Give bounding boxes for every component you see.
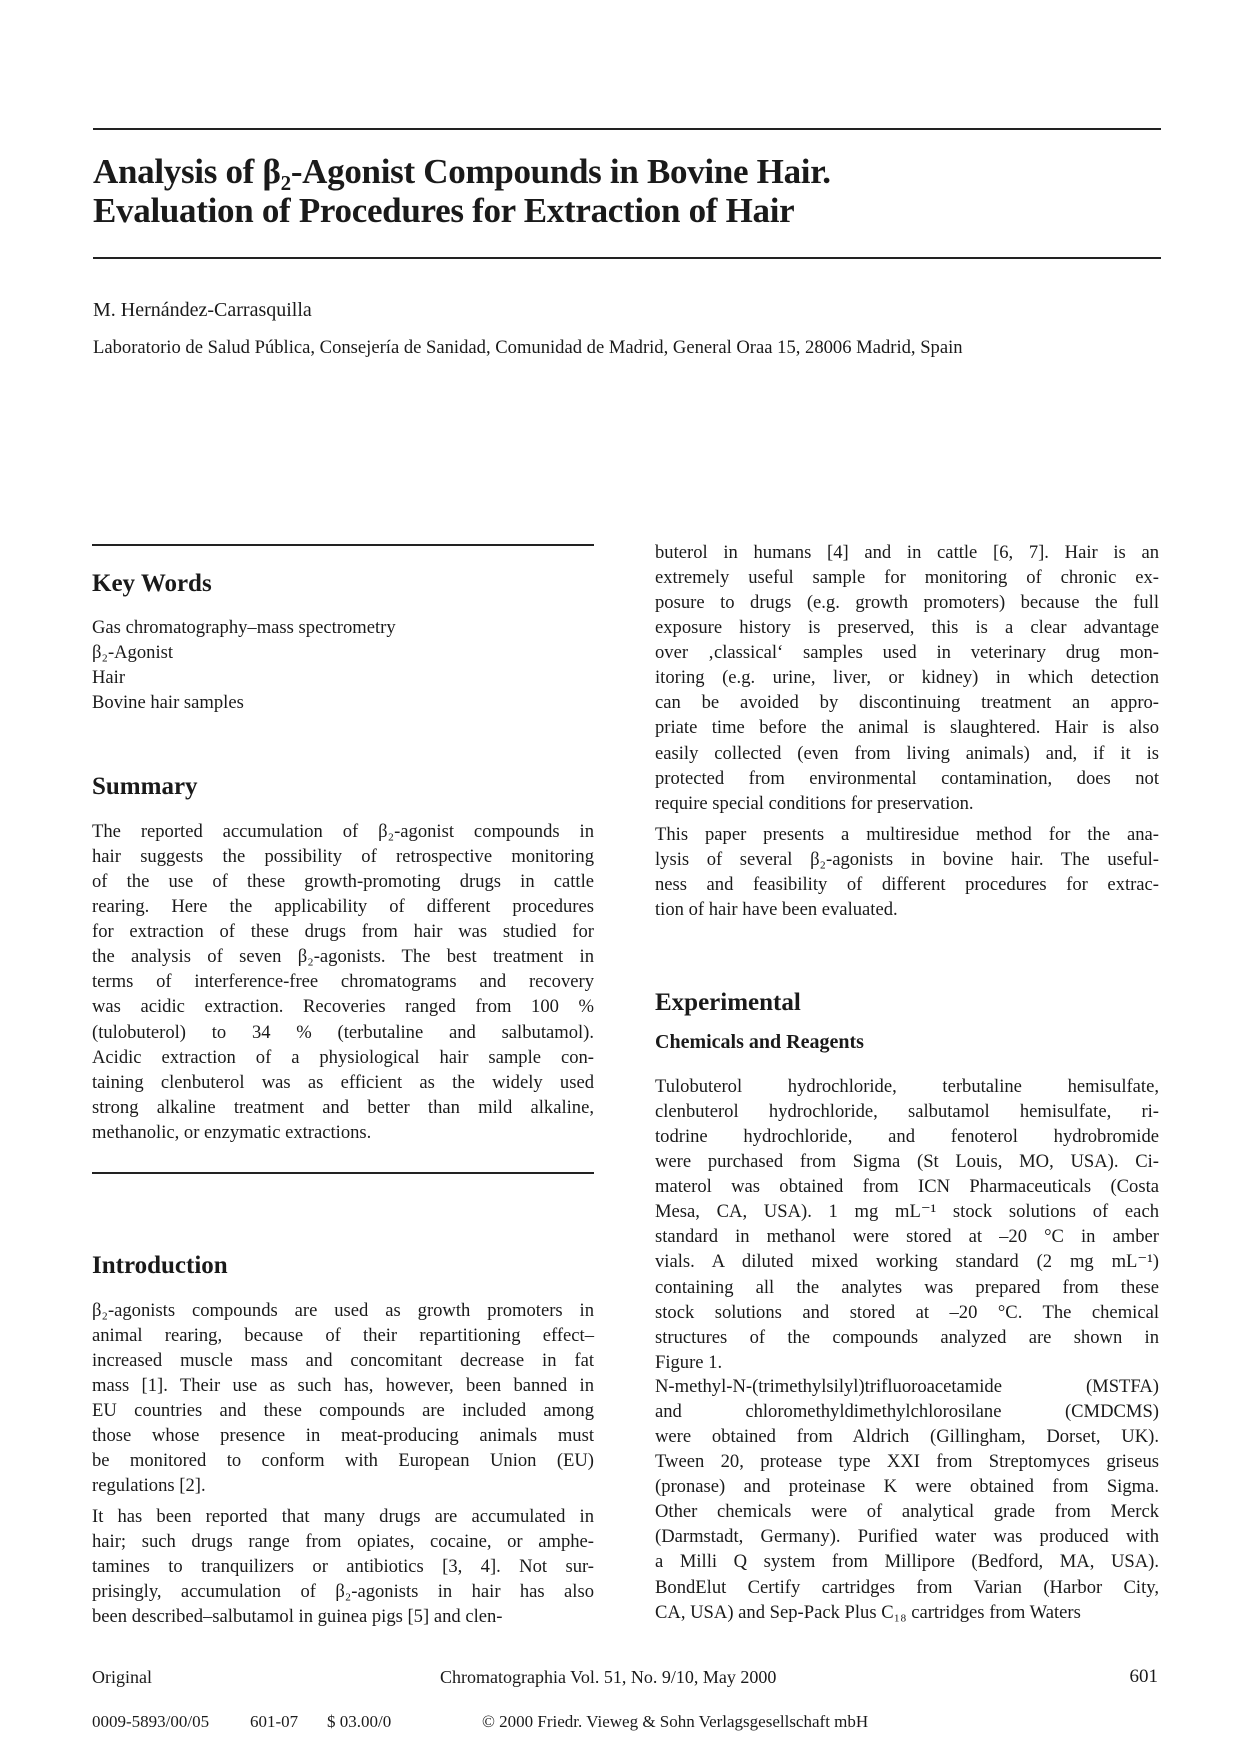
text-line: can be avoided by discontinuing treatment an appro- [655,692,1159,714]
text-line: hair suggests the possibility of retrospective monitoring [92,846,594,868]
text-line: taining clenbuterol was as efficient as the widely used [92,1071,594,1093]
text-line: Figure 1. [655,1351,723,1373]
experimental-heading: Experimental [655,989,801,1016]
text-line: increased muscle mass and concomitant decrease in fat [92,1350,594,1372]
abstract-top-rule [92,544,594,546]
text-line: and chloromethyldimethylchlorosilane (CMDCMS) [655,1401,1159,1423]
title-line-2: Evaluation of Procedures for Extraction of Hair [93,191,795,230]
text-line: structures of the compounds analyzed are shown in [655,1326,1159,1348]
text-line: tamines to tranquilizers or antibiotics [3, 4]. Not sur- [92,1556,594,1578]
title-line-1: Analysis of β₂-Agonist Compounds in Bovine Hair. [93,152,831,191]
introduction-paragraph-2 [92,1504,594,1629]
page-number: 601 [1129,1666,1158,1687]
chemicals-paragraph-2 [655,1374,1159,1625]
text-line: ness and feasibility of different procedures for extrac- [655,874,1159,896]
text-line: Gas chromatography–mass spectrometry [92,617,396,638]
footer-journal: Chromatographia Vol. 51, No. 9/10, May 2000 [440,1667,777,1687]
text-line: containing all the analytes was prepared from these [655,1276,1159,1298]
footer-pages: 601-07 [250,1712,299,1731]
text-line: Mesa, CA, USA). 1 mg mL⁻¹ stock solutions of each [655,1201,1159,1223]
text-line: Hair [92,667,126,689]
text-line: terms of interference-free chromatograms and recovery [92,971,594,993]
text-line: been described–salbutamol in guinea pigs [5] and clen- [92,1606,503,1628]
text-line: (pronase) and proteinase K were obtained from Sigma. [655,1476,1159,1498]
introduction-paragraph-4 [655,822,1159,922]
text-line: itoring (e.g. urine, liver, or kidney) in which detection [655,667,1159,689]
text-line: strong alkaline treatment and better than mild alkaline, [92,1096,594,1118]
text-line: Acidic extraction of a physiological hair sample con- [92,1046,594,1068]
text-line: lysis of several β₂-agonists in bovine hair. The useful- [655,849,1159,871]
introduction-paragraph-3 [655,540,1159,816]
footer-issn: 0009-5893/00/05 [92,1712,210,1731]
text-line: β₂-agonists compounds are used as growth promoters in [92,1300,594,1321]
text-line: It has been reported that many drugs are accumulated in [92,1506,594,1527]
title-bottom-rule [93,257,1161,259]
text-line: require special conditions for preservation. [655,792,974,814]
summary-heading: Summary [92,773,198,800]
text-line: hair; such drugs range from opiates, cocaine, or amphe- [92,1531,594,1553]
text-line: be monitored to conform with European Union (EU) [92,1450,594,1472]
text-line: the analysis of seven β₂-agonists. The best treatment in [92,946,594,968]
footer-section: Original [92,1667,152,1687]
text-line: of the use of these growth-promoting drugs in cattle [92,871,594,893]
text-line: CA, USA) and Sep-Pack Plus C₁₈ cartridges from Waters [655,1601,1081,1623]
chemicals-paragraph-1 [655,1074,1159,1375]
text-line: over ‚classical‘ samples used in veterinary drug mon- [655,642,1159,664]
text-line: exposure history is preserved, this is a clear advantage [655,617,1159,639]
footer-copyright: © 2000 Friedr. Vieweg & Sohn Verlagsgesellschaft mbH [482,1712,869,1731]
text-line: priate time before the animal is slaughtered. Hair is also [655,717,1159,739]
text-line: a Milli Q system from Millipore (Bedford, MA, USA). [655,1551,1159,1573]
summary-paragraph [92,819,594,1145]
affiliation: Laboratorio de Salud Pública, Consejería de Sanidad, Comunidad de Madrid, General Oraa 15, 28006 Madrid, Spain [93,337,963,358]
text-line: buterol in humans [4] and in cattle [6, 7]. Hair is an [655,542,1159,563]
text-line: materol was obtained from ICN Pharmaceuticals (Costa [655,1176,1159,1198]
text-line: (tulobuterol) to 34 % (terbutaline and salbutamol). [92,1021,594,1043]
text-line: mass [1]. Their use as such has, however, been banned in [92,1375,594,1397]
text-line: regulations [2]. [92,1475,206,1497]
author: M. Hernández-Carrasquilla [93,299,312,321]
text-line: animal rearing, because of their repartitioning effect– [92,1325,594,1347]
text-line: todrine hydrochloride, and fenoterol hydrobromide [655,1126,1159,1148]
text-line: The reported accumulation of β₂-agonist compounds in [92,821,594,842]
text-line: was acidic extraction. Recoveries ranged from 100 % [92,996,594,1018]
text-line: rearing. Here the applicability of different procedures [92,896,594,918]
chemicals-subheading: Chemicals and Reagents [655,1031,864,1053]
text-line: (Darmstadt, Germany). Purified water was produced with [655,1526,1159,1548]
text-line: Bovine hair samples [92,692,244,714]
text-line: Other chemicals were of analytical grade from Merck [655,1501,1159,1523]
introduction-heading: Introduction [92,1252,228,1279]
text-line: posure to drugs (e.g. growth promoters) because the full [655,592,1159,614]
keywords-heading: Key Words [92,570,212,597]
introduction-paragraph-1 [92,1298,594,1499]
text-line: methanolic, or enzymatic extractions. [92,1121,372,1143]
text-line: extremely useful sample for monitoring of chronic ex- [655,567,1159,589]
text-line: were obtained from Aldrich (Gillingham, Dorset, UK). [655,1426,1159,1448]
abstract-bottom-rule [92,1172,594,1174]
text-line: N-methyl-N-(trimethylsilyl)trifluoroacetamide (MSTFA) [655,1376,1159,1397]
text-line: Tulobuterol hydrochloride, terbutaline hemisulfate, [655,1076,1159,1097]
keywords-list [92,615,594,715]
text-line: This paper presents a multiresidue method for the ana- [655,824,1159,845]
text-line: EU countries and these compounds are included among [92,1400,594,1422]
text-line: standard in methanol were stored at –20 °C in amber [655,1226,1159,1248]
text-line: for extraction of these drugs from hair was studied for [92,921,594,943]
title-top-rule [93,128,1161,130]
footer-price: $ 03.00/0 [327,1712,392,1731]
text-line: protected from environmental contamination, does not [655,767,1159,789]
text-line: stock solutions and stored at –20 °C. The chemical [655,1301,1159,1323]
text-line: BondElut Certify cartridges from Varian (Harbor City, [655,1576,1159,1598]
text-line: were purchased from Sigma (St Louis, MO, USA). Ci- [655,1151,1159,1173]
text-line: those whose presence in meat-producing animals must [92,1425,594,1447]
text-line: vials. A diluted mixed working standard (2 mg mL⁻¹) [655,1251,1159,1273]
text-line: tion of hair have been evaluated. [655,899,898,921]
text-line: prisingly, accumulation of β₂-agonists in hair has also [92,1581,594,1603]
text-line: easily collected (even from living animals) and, if it is [655,742,1159,764]
text-line: clenbuterol hydrochloride, salbutamol hemisulfate, ri- [655,1101,1159,1123]
text-line: Tween 20, protease type XXI from Streptomyces griseus [655,1451,1159,1473]
text-line: β₂-Agonist [92,642,174,664]
